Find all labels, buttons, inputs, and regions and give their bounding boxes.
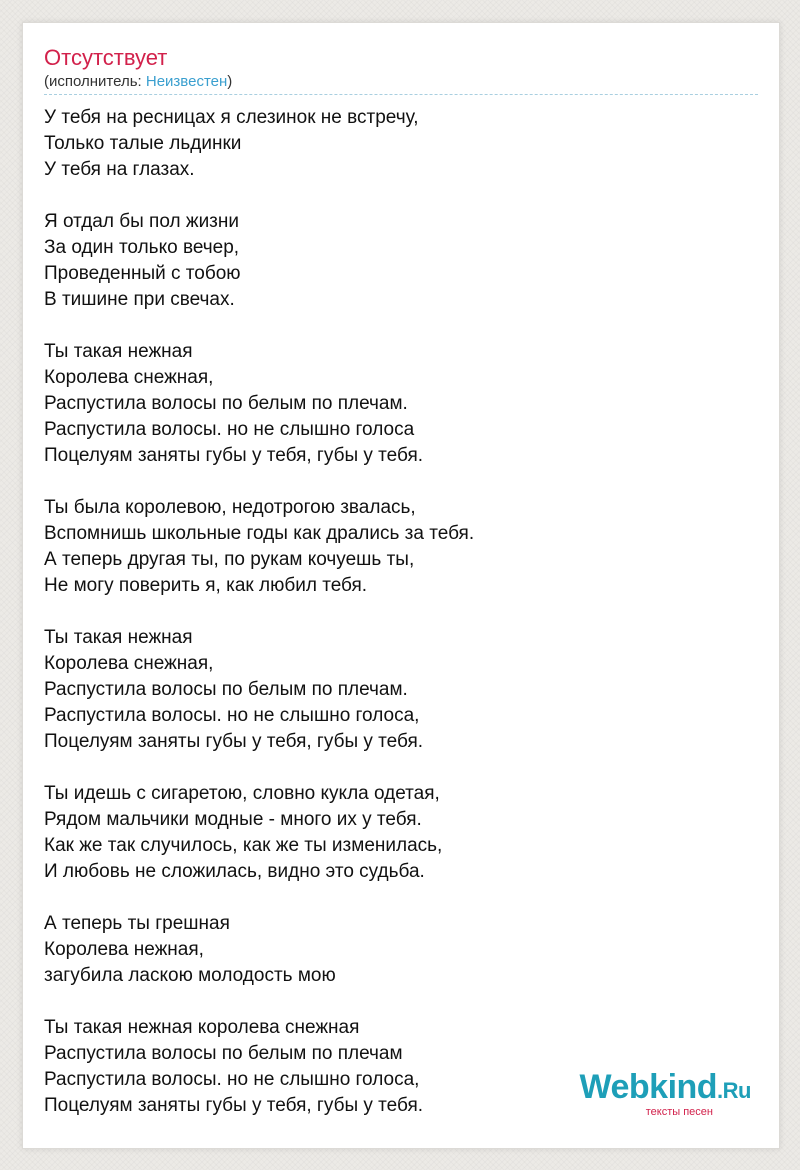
lyric-line: А теперь ты грешная [44,913,230,934]
lyric-line: У тебя на ресницах я слезинок не встречу, [44,107,419,128]
lyric-line: Только талые льдинки [44,133,242,154]
lyric-line: За один только вечер, [44,237,240,258]
lyric-line: Распустила волосы по белым по плечам. [44,393,408,414]
lyric-line: Королева нежная, [44,939,204,960]
lyric-line: Ты такая нежная [44,341,193,362]
stanza-gap [44,183,758,209]
lyric-line: И любовь не сложилась, видно это судьба. [44,861,425,882]
artist-link[interactable]: Неизвестен [145,73,228,90]
lyric-line: Я отдал бы пол жизни [44,211,240,232]
lyric-line: Королева снежная, [44,367,214,388]
lyric-line: Распустила волосы по белым по плечам. [44,679,408,700]
stanza-gap [44,885,758,911]
stanza-gap [44,313,758,339]
lyric-line: Поцелуям заняты губы у тебя, губы у тебя. [44,445,424,466]
stanza-gap [44,469,758,495]
artist-line [44,73,232,91]
lyric-line: Королева снежная, [44,653,214,674]
lyric-line: Распустила волосы по белым по плечам [44,1043,403,1064]
logo-tagline: тексты песен [645,1106,713,1118]
title-divider [44,94,758,95]
lyric-line: Вспомнишь школьные годы как дрались за тебя. [44,523,475,544]
lyric-line: У тебя на глазах. [44,159,195,180]
lyric-line: Не могу поверить я, как любил тебя. [44,575,368,596]
artist-prefix: (исполнитель: [44,73,146,90]
logo-name: Webkind [579,1068,718,1106]
artist-suffix: ) [227,73,233,90]
lyric-line: Распустила волосы. но не слышно голоса [44,419,415,440]
lyric-line: Ты была королевою, недотрогою звалась, [44,497,416,518]
lyric-line: Поцелуям заняты губы у тебя, губы у тебя. [44,731,424,752]
site-logo[interactable] [580,1070,752,1118]
stanza-gap [44,599,758,625]
lyric-line: Проведенный с тобою [44,263,241,284]
stanza-gap [44,755,758,781]
song-title: Отсутствует [44,45,168,70]
lyric-line: Как же так случилось, как же ты изменилась, [44,835,443,856]
lyric-line: А теперь другая ты, по рукам кочуешь ты, [44,549,415,570]
lyric-line: Ты такая нежная королева снежная [44,1017,360,1038]
lyric-line: загубила ласкою молодость мою [44,965,336,986]
lyric-line: Поцелуям заняты губы у тебя, губы у тебя. [44,1095,424,1116]
lyric-line: Ты такая нежная [44,627,193,648]
lyric-line: Ты идешь с сигаретою, словно кукла одетая, [44,783,440,804]
lyric-line: Рядом мальчики модные - много их у тебя. [44,809,422,830]
lyric-line: Распустила волосы. но не слышно голоса, [44,1069,420,1090]
logo-tld: .Ru [717,1078,751,1103]
stanza-gap [44,989,758,1015]
lyrics-body [44,105,758,1119]
lyrics-card [22,22,780,1149]
logo-wordmark [580,1070,752,1108]
lyric-line: Распустила волосы. но не слышно голоса, [44,705,420,726]
lyric-line: В тишине при свечах. [44,289,235,310]
